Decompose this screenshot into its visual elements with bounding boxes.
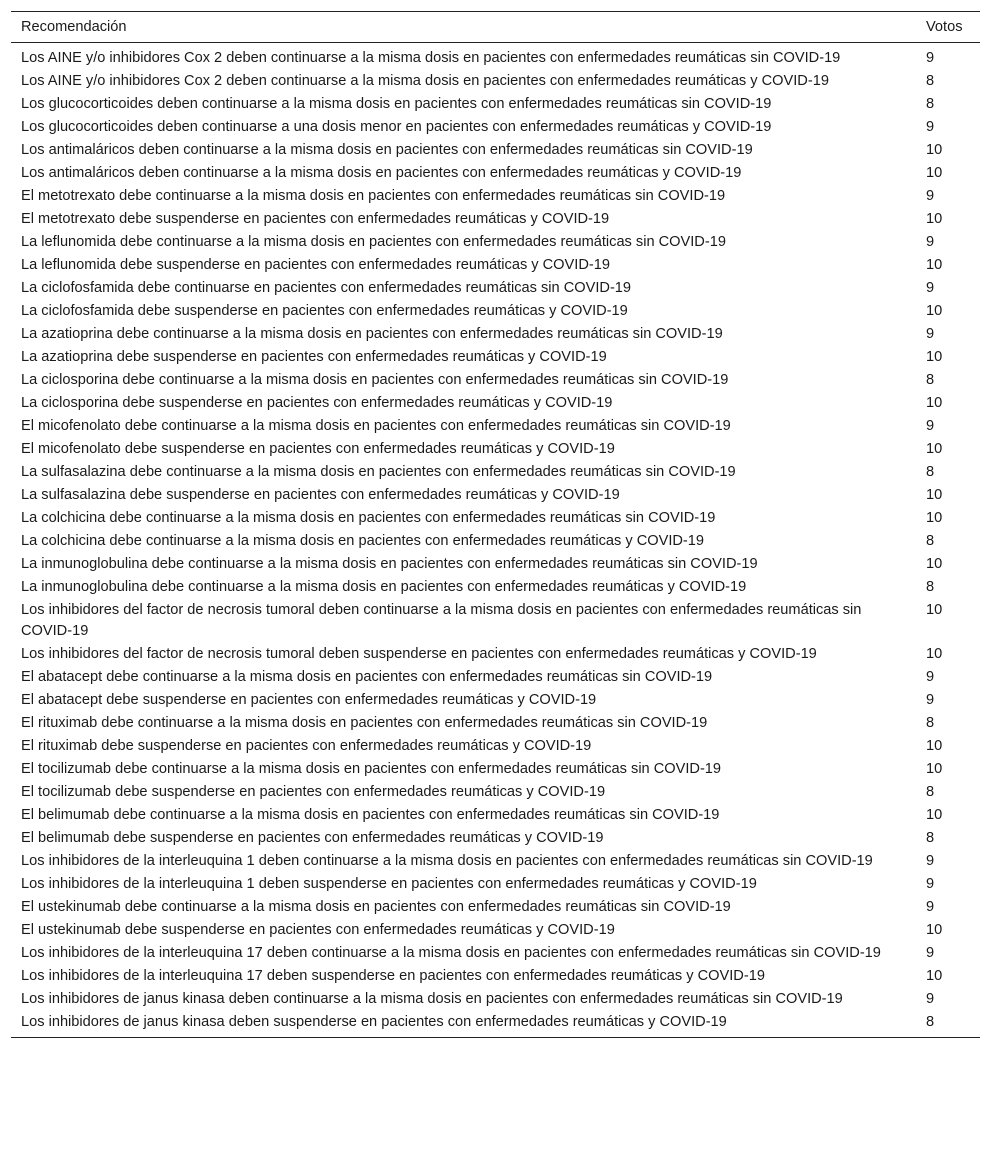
recommendation-cell: Los inhibidores del factor de necrosis tumoral deben continuarse a la misma dosis en pacientes con enfermedades reumáticas sin COVID-19 [21, 602, 862, 639]
table-row [11, 988, 980, 1011]
recommendation-cell: El abatacept debe suspenderse en pacientes con enfermedades reumáticas y COVID-19 [21, 692, 597, 708]
votes-cell: 10 [926, 602, 943, 618]
votes-cell: 10 [926, 142, 943, 158]
votes-cell: 10 [926, 441, 943, 457]
votes-cell: 10 [926, 487, 943, 503]
recommendation-cell: La leflunomida debe continuarse a la misma dosis en pacientes con enfermedades reumáticas sin COVID-19 [21, 234, 726, 250]
recommendation-cell: Los antimaláricos deben continuarse a la misma dosis en pacientes con enfermedades reumáticas sin COVID-19 [21, 142, 753, 158]
table-row [11, 461, 980, 484]
votes-cell: 9 [926, 280, 935, 296]
recommendation-cell: Los antimaláricos deben continuarse a la misma dosis en pacientes con enfermedades reumáticas y COVID-19 [21, 165, 742, 181]
recommendation-cell: El rituximab debe suspenderse en pacientes con enfermedades reumáticas y COVID-19 [21, 738, 592, 754]
votes-cell: 8 [926, 73, 935, 89]
table-row [11, 942, 980, 965]
votes-cell: 10 [926, 349, 943, 365]
votes-cell: 8 [926, 715, 935, 731]
recommendation-cell: La sulfasalazina debe suspenderse en pacientes con enfermedades reumáticas y COVID-19 [21, 487, 620, 503]
table-body [11, 43, 980, 1038]
recommendations-table [11, 11, 980, 1038]
table-row [11, 804, 980, 827]
table-row [11, 484, 980, 507]
table-row [11, 392, 980, 415]
votes-cell: 9 [926, 418, 935, 434]
recommendation-cell: El tocilizumab debe suspenderse en pacientes con enfermedades reumáticas y COVID-19 [21, 784, 606, 800]
votes-cell: 9 [926, 876, 935, 892]
recommendation-cell: La inmunoglobulina debe continuarse a la misma dosis en pacientes con enfermedades reumáticas sin COVID-19 [21, 556, 758, 572]
recommendation-cell: El micofenolato debe suspenderse en pacientes con enfermedades reumáticas y COVID-19 [21, 441, 615, 457]
table-row [11, 415, 980, 438]
recommendation-cell: Los AINE y/o inhibidores Cox 2 deben continuarse a la misma dosis en pacientes con enfermedades reumáticas y COVID-19 [21, 73, 829, 89]
votes-cell: 10 [926, 510, 943, 526]
table-row [11, 1011, 980, 1038]
votes-cell: 8 [926, 96, 935, 112]
recommendation-cell: El metotrexato debe continuarse a la misma dosis en pacientes con enfermedades reumáticas sin COVID-19 [21, 188, 726, 204]
votes-cell: 8 [926, 784, 935, 800]
recommendation-cell: La sulfasalazina debe continuarse a la misma dosis en pacientes con enfermedades reumáticas sin COVID-19 [21, 464, 736, 480]
votes-cell: 9 [926, 119, 935, 135]
votes-cell: 9 [926, 188, 935, 204]
table-row [11, 896, 980, 919]
column-header-recommendation: Recomendación [21, 19, 127, 35]
table-row [11, 139, 980, 162]
table-row [11, 277, 980, 300]
table-row [11, 530, 980, 553]
table-row [11, 712, 980, 735]
recommendation-cell: El belimumab debe continuarse a la misma dosis en pacientes con enfermedades reumáticas sin COVID-19 [21, 807, 720, 823]
votes-cell: 10 [926, 165, 943, 181]
votes-cell: 8 [926, 464, 935, 480]
recommendation-cell: El metotrexato debe suspenderse en pacientes con enfermedades reumáticas y COVID-19 [21, 211, 610, 227]
table-row [11, 116, 980, 139]
table-row [11, 300, 980, 323]
table-row [11, 369, 980, 392]
votes-cell: 9 [926, 945, 935, 961]
table-row [11, 346, 980, 369]
recommendation-cell: Los inhibidores de la interleuquina 17 deben continuarse a la misma dosis en pacientes con enfermedades reumáticas sin COVID-19 [21, 945, 881, 961]
table-row [11, 758, 980, 781]
votes-cell: 9 [926, 234, 935, 250]
votes-cell: 10 [926, 257, 943, 273]
votes-cell: 10 [926, 738, 943, 754]
votes-cell: 10 [926, 646, 943, 662]
recommendation-cell: El belimumab debe suspenderse en pacientes con enfermedades reumáticas y COVID-19 [21, 830, 604, 846]
table-row [11, 438, 980, 461]
recommendation-cell: El micofenolato debe continuarse a la misma dosis en pacientes con enfermedades reumáticas sin COVID-19 [21, 418, 731, 434]
table-row [11, 599, 980, 643]
table-row [11, 965, 980, 988]
column-header-votes: Votos [926, 19, 963, 35]
recommendation-cell: El tocilizumab debe continuarse a la misma dosis en pacientes con enfermedades reumáticas sin COVID-19 [21, 761, 722, 777]
recommendation-cell: La azatioprina debe continuarse a la misma dosis en pacientes con enfermedades reumáticas sin COVID-19 [21, 326, 723, 342]
table-row [11, 231, 980, 254]
table-row [11, 93, 980, 116]
table-row [11, 185, 980, 208]
votes-cell: 10 [926, 556, 943, 572]
recommendation-cell: La azatioprina debe suspenderse en pacientes con enfermedades reumáticas y COVID-19 [21, 349, 607, 365]
table-row [11, 323, 980, 346]
recommendation-cell: La ciclofosfamida debe suspenderse en pacientes con enfermedades reumáticas y COVID-19 [21, 303, 628, 319]
votes-cell: 8 [926, 830, 935, 846]
table-row [11, 208, 980, 231]
votes-cell: 8 [926, 1014, 935, 1030]
table-row [11, 553, 980, 576]
votes-cell: 8 [926, 533, 935, 549]
votes-cell: 9 [926, 692, 935, 708]
votes-cell: 10 [926, 807, 943, 823]
votes-cell: 9 [926, 50, 935, 66]
votes-cell: 10 [926, 968, 943, 984]
votes-cell: 10 [926, 211, 943, 227]
votes-cell: 10 [926, 922, 943, 938]
votes-cell: 9 [926, 326, 935, 342]
recommendation-cell: Los inhibidores de la interleuquina 17 deben suspenderse en pacientes con enfermedades reumáticas y COVID-19 [21, 968, 765, 984]
recommendation-cell: La ciclosporina debe suspenderse en pacientes con enfermedades reumáticas y COVID-19 [21, 395, 613, 411]
table-row [11, 781, 980, 804]
recommendation-cell: Los glucocorticoides deben continuarse a una dosis menor en pacientes con enfermedades reumáticas y COVID-19 [21, 119, 772, 135]
votes-cell: 9 [926, 991, 935, 1007]
recommendation-cell: El ustekinumab debe suspenderse en pacientes con enfermedades reumáticas y COVID-19 [21, 922, 615, 938]
recommendation-cell: Los inhibidores del factor de necrosis tumoral deben suspenderse en pacientes con enfermedades reumáticas y COVID-19 [21, 646, 817, 662]
table-row [11, 643, 980, 666]
votes-cell: 10 [926, 761, 943, 777]
votes-cell: 9 [926, 669, 935, 685]
recommendation-cell: La colchicina debe continuarse a la misma dosis en pacientes con enfermedades reumáticas y COVID-19 [21, 533, 705, 549]
table-row [11, 689, 980, 712]
table-row [11, 70, 980, 93]
votes-cell: 9 [926, 899, 935, 915]
table-row [11, 919, 980, 942]
recommendation-cell: La ciclofosfamida debe continuarse en pacientes con enfermedades reumáticas sin COVID-19 [21, 280, 632, 296]
table-header [11, 12, 980, 43]
table-row [11, 254, 980, 277]
table-row [11, 162, 980, 185]
table-row [11, 850, 980, 873]
recommendation-cell: La ciclosporina debe continuarse a la misma dosis en pacientes con enfermedades reumáticas sin COVID-19 [21, 372, 729, 388]
recommendations-table-container [11, 11, 980, 1038]
recommendation-cell: El abatacept debe continuarse a la misma dosis en pacientes con enfermedades reumáticas sin COVID-19 [21, 669, 713, 685]
table-row [11, 43, 980, 71]
recommendation-cell: Los inhibidores de janus kinasa deben suspenderse en pacientes con enfermedades reumáticas y COVID-19 [21, 1014, 727, 1030]
recommendation-cell: Los inhibidores de la interleuquina 1 deben suspenderse en pacientes con enfermedades reumáticas y COVID-19 [21, 876, 757, 892]
table-row [11, 666, 980, 689]
table-row [11, 827, 980, 850]
recommendation-cell: La inmunoglobulina debe continuarse a la misma dosis en pacientes con enfermedades reumáticas y COVID-19 [21, 579, 747, 595]
table-row [11, 873, 980, 896]
recommendation-cell: La leflunomida debe suspenderse en pacientes con enfermedades reumáticas y COVID-19 [21, 257, 610, 273]
votes-cell: 9 [926, 853, 935, 869]
table-row [11, 507, 980, 530]
table-row [11, 735, 980, 758]
recommendation-cell: Los AINE y/o inhibidores Cox 2 deben continuarse a la misma dosis en pacientes con enfermedades reumáticas sin COVID-19 [21, 50, 841, 66]
recommendation-cell: Los inhibidores de janus kinasa deben continuarse a la misma dosis en pacientes con enfermedades reumáticas sin COVID-19 [21, 991, 843, 1007]
recommendation-cell: El ustekinumab debe continuarse a la misma dosis en pacientes con enfermedades reumáticas sin COVID-19 [21, 899, 731, 915]
votes-cell: 8 [926, 372, 935, 388]
recommendation-cell: El rituximab debe continuarse a la misma dosis en pacientes con enfermedades reumáticas sin COVID-19 [21, 715, 708, 731]
recommendation-cell: La colchicina debe continuarse a la misma dosis en pacientes con enfermedades reumáticas sin COVID-19 [21, 510, 716, 526]
votes-cell: 10 [926, 395, 943, 411]
recommendation-cell: Los inhibidores de la interleuquina 1 deben continuarse a la misma dosis en pacientes con enfermedades reumáticas sin COVID-19 [21, 853, 873, 869]
votes-cell: 8 [926, 579, 935, 595]
votes-cell: 10 [926, 303, 943, 319]
header-row [11, 12, 980, 43]
recommendation-cell: Los glucocorticoides deben continuarse a la misma dosis en pacientes con enfermedades reumáticas sin COVID-19 [21, 96, 772, 112]
table-row [11, 576, 980, 599]
